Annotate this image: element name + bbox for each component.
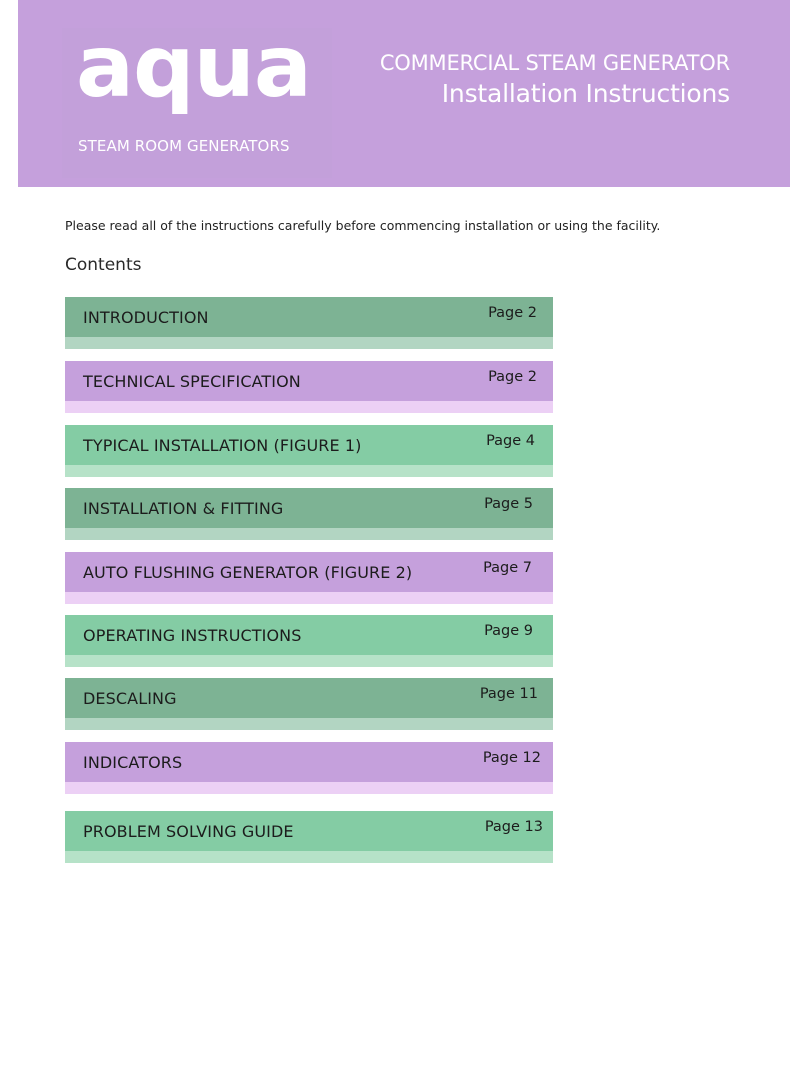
toc-page-number: Page 5	[484, 496, 533, 512]
toc-item-technical-specification[interactable]	[65, 361, 553, 413]
toc-strip	[65, 718, 553, 730]
toc-page-number: Page 9	[484, 623, 533, 639]
document-subject: COMMERCIAL STEAM GENERATOR	[379, 51, 730, 75]
toc-page-number: Page 2	[488, 369, 537, 385]
aqua-logo: aqua	[76, 17, 311, 117]
toc-title: TECHNICAL SPECIFICATION	[83, 372, 301, 391]
toc-strip	[65, 528, 553, 540]
toc-strip	[65, 782, 553, 794]
toc-item-operating-instructions[interactable]	[65, 615, 553, 667]
toc-title: INDICATORS	[83, 753, 183, 772]
intro-text: Please read all of the instructions carefully before commencing installation or using the facility.	[65, 218, 661, 233]
toc-strip	[65, 851, 553, 863]
toc-title: INSTALLATION & FITTING	[83, 499, 284, 518]
toc-title: AUTO FLUSHING GENERATOR (FIGURE 2)	[83, 563, 413, 582]
toc-title: PROBLEM SOLVING GUIDE	[83, 822, 294, 841]
toc-title: OPERATING INSTRUCTIONS	[83, 626, 302, 645]
toc-title: TYPICAL INSTALLATION (FIGURE 1)	[83, 436, 362, 455]
toc-page-number: Page 12	[482, 750, 541, 766]
toc-item-introduction[interactable]	[65, 297, 553, 349]
toc-item-typical-installation[interactable]	[65, 425, 553, 477]
toc-item-installation-fitting[interactable]	[65, 488, 553, 540]
toc-strip	[65, 401, 553, 413]
toc-strip	[65, 592, 553, 604]
toc-item-indicators[interactable]	[65, 742, 553, 794]
document-title: Installation Instructions	[441, 79, 730, 108]
toc-strip	[65, 655, 553, 667]
toc-item-descaling[interactable]	[65, 678, 553, 730]
toc-title: DESCALING	[83, 689, 177, 708]
toc-page-number: Page 7	[483, 560, 532, 576]
toc-item-problem-solving-guide[interactable]	[65, 811, 553, 863]
logo-tagline: STEAM ROOM GENERATORS	[78, 137, 290, 155]
toc-page-number: Page 2	[488, 305, 537, 321]
toc-title: INTRODUCTION	[83, 308, 209, 327]
toc-strip	[65, 337, 553, 349]
toc-page-number: Page 4	[486, 433, 535, 449]
toc-page-number: Page 11	[479, 686, 538, 702]
contents-heading: Contents	[65, 255, 142, 275]
toc-strip	[65, 465, 553, 477]
toc-item-auto-flushing-generator[interactable]	[65, 552, 553, 604]
toc-page-number: Page 13	[484, 819, 543, 835]
header-banner	[18, 0, 790, 187]
